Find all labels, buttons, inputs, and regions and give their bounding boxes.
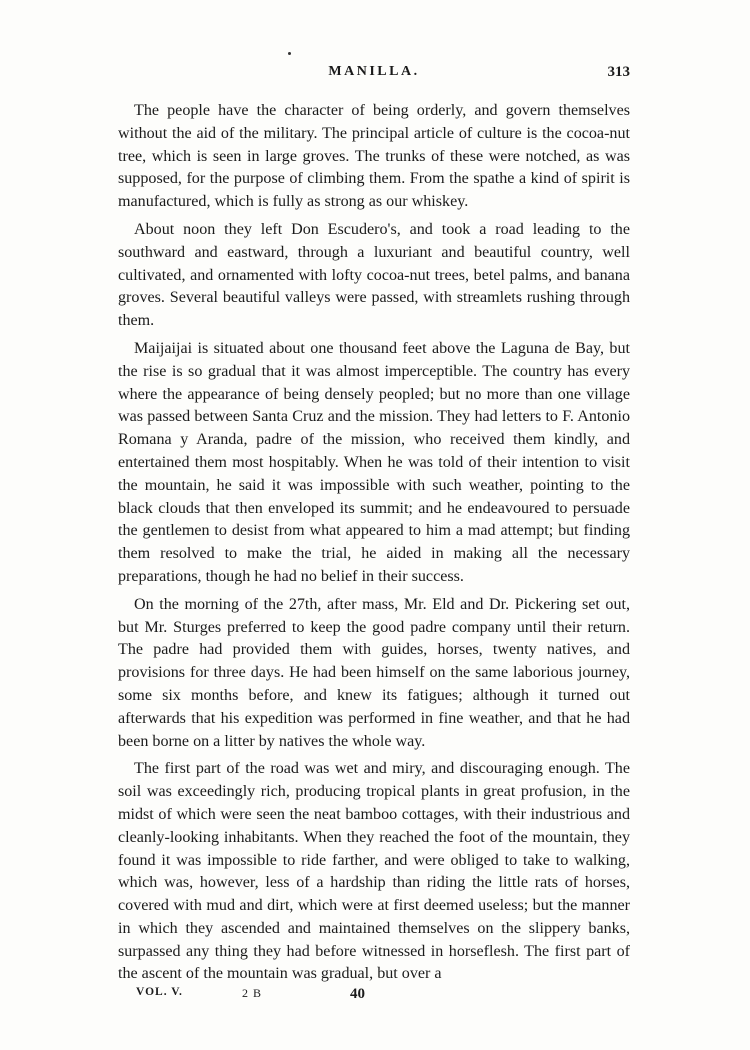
paragraph: The first part of the road was wet and miry, and discouraging enough. The soil was exceedingly rich, producing tropical plants in great profusion, in the midst of which were seen the neat bamboo cottages, with their industrious and cleanly-looking inhabitants. When they reached the foot of the mountain, they found it was impossible to ride farther, and were obliged to take to walking, which was, however, less of a hardship than riding the little rats of horses, covered with mud and dirt, which were at first deemed useless; but the manner in which they ascended and maintained themselves on the slippery banks, surpassed any thing they had before witnessed in horseflesh. The first part of the ascent of the mountain was gradual, but over a xyxy=(118,760,630,983)
signature-mark: 2 B xyxy=(242,986,263,1000)
running-head: MANILLA. xyxy=(328,64,420,79)
paragraph: About noon they left Don Escudero's, and took a road leading to the southward and eastward, through a luxuriant and beautiful country, well cultivated, and ornamented with lofty cocoa-nut trees, betel palms, and banana groves. Several beautiful valleys were passed, with streamlets rushing through them. xyxy=(118,220,630,330)
folio-number: 40 xyxy=(350,986,365,1002)
paragraph: Maijaijai is situated about one thousand feet above the Laguna de Bay, but the rise is so gradual that it was almost imperceptible. The country has every where the appearance of being densely peopled; but no more than one village was passed between Santa Cruz and the mission. They had letters to F. Antonio Romana y Aranda, padre of the mission, who received them kindly, and entertained them most hospitably. When he was told of their intention to visit the mountain, he said it was impossible with such weather, pointing to the black clouds that then enveloped its summit; and he endeavoured to persuade the gentlemen to desist from what appeared to him a mad attempt; but finding them resolved to make the trial, he aided in making all the necessary preparations, though he had no belief in their success. xyxy=(118,339,630,585)
paragraph: On the morning of the 27th, after mass, Mr. Eld and Dr. Pickering set out, but Mr. Sturges preferred to keep the good padre company until their return. The padre had provided them with guides, horses, twenty natives, and provisions for three days. He had been himself on the same laborious journey, some six months before, and knew its fatigues; although it turned out afterwards that his expedition was performed in fine weather, and that he had been borne on a litter by natives the whole way. xyxy=(118,595,630,750)
page-footer xyxy=(118,986,630,1008)
volume-label: VOL. V. xyxy=(136,986,183,998)
page-number: 313 xyxy=(607,64,630,80)
body-text xyxy=(118,100,630,991)
print-speck xyxy=(288,52,291,55)
paragraph: The people have the character of being orderly, and govern themselves without the aid of the military. The principal article of culture is the cocoa-nut tree, which is seen in large groves. The trunks of these were notched, as was supposed, for the purpose of climbing them. From the spathe a kind of spirit is manufactured, which is fully as strong as our whiskey. xyxy=(118,102,630,211)
page-header xyxy=(118,64,630,86)
